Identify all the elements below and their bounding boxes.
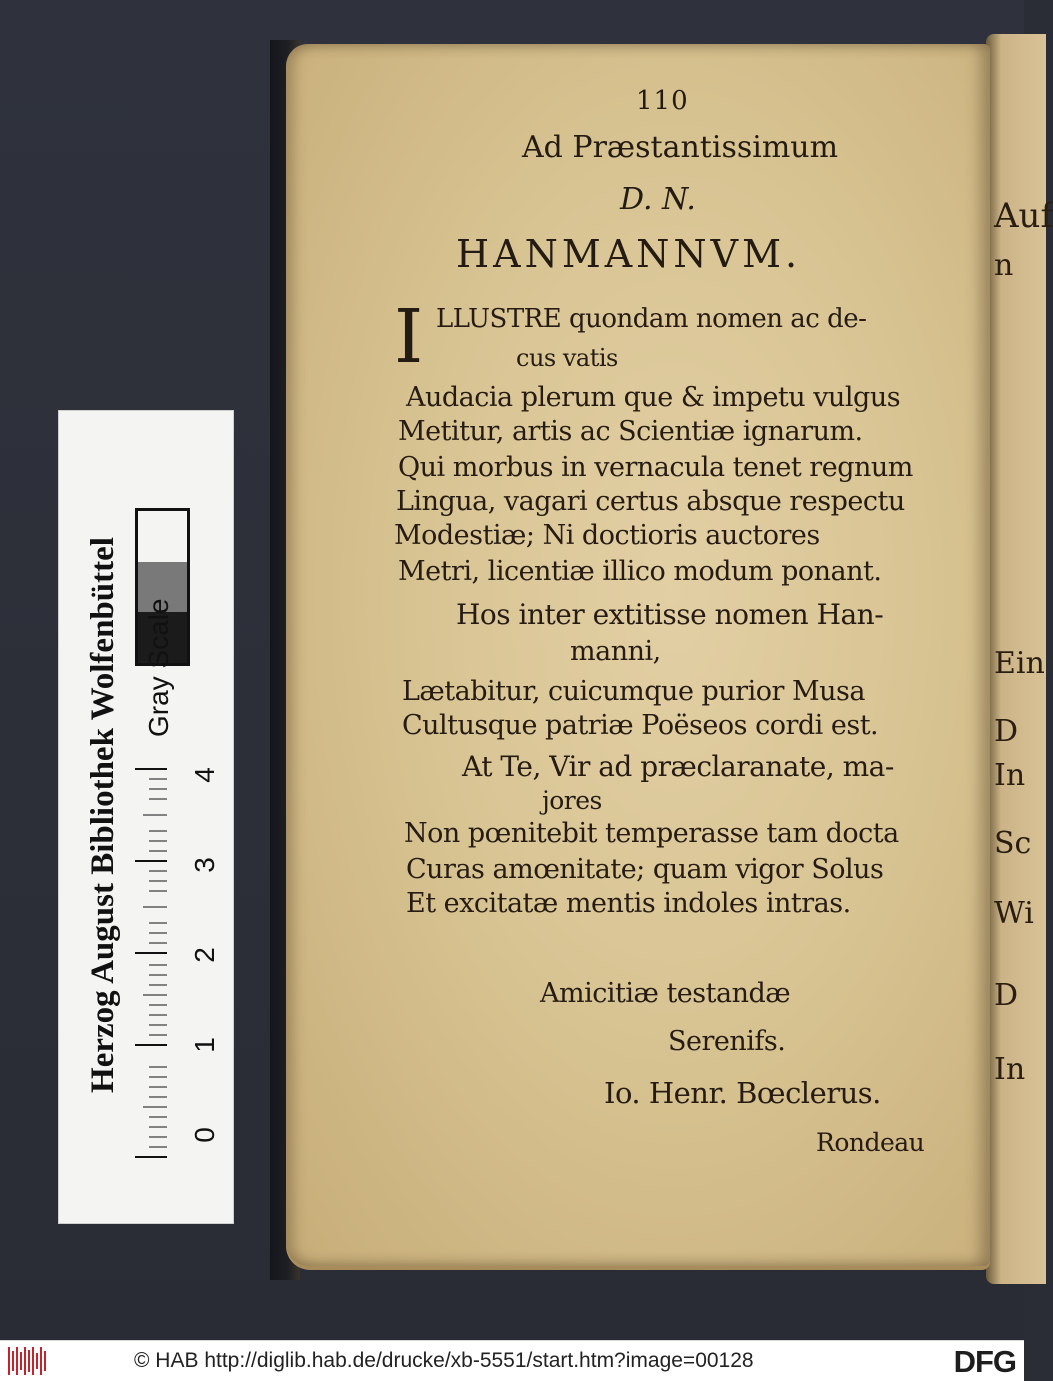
adjacent-fragment: Sc [994,826,1032,861]
poem-line: Metitur, artis ac Scientiæ ignarum. [398,416,863,447]
drop-cap: I [394,294,424,380]
scale-number-2: 2 [188,947,220,963]
heading-dedication: Ad Præstantissimum [522,130,839,165]
color-ruler [58,410,234,1224]
poem-line: Hos inter extitisse nomen Han- [456,598,884,631]
signature-line: Amicitiæ testandæ [540,978,791,1009]
gray-swatch-white [138,511,187,562]
poem-line: Lætabitur, cuicumque purior Musa [402,676,865,707]
scale-number-4: 4 [188,767,220,783]
poem-line: Qui morbus in vernacula tenet regnum [398,452,913,483]
poem-line: jores [542,786,602,815]
hab-logo-icon[interactable] [8,1347,48,1375]
adjacent-fragment: Ein [994,646,1045,681]
heading-initials: D. N. [620,182,696,217]
dfg-logo[interactable]: DFG [953,1344,1016,1379]
adjacent-fragment: Wi [994,896,1034,931]
poem-line: At Te, Vir ad præclaranate, ma- [462,750,894,783]
page-number: 110 [636,86,689,116]
footer-bar [0,1340,1024,1381]
poem-line: LLUSTRE quondam nomen ac de- [436,304,867,334]
poem-line: Modestiæ; Ni doctioris auctores [394,520,820,551]
poem-line: Non pœnitebit temperasse tam docta [404,818,899,849]
adjacent-fragment: Auf [994,196,1053,236]
adjacent-fragment: D [994,978,1019,1013]
poem-line: Et excitatæ mentis indoles intras. [406,888,851,919]
footer-permalink[interactable]: © HAB http://diglib.hab.de/drucke/xb-5551/start.htm?image=00128 [134,1349,754,1372]
poem-line: manni, [570,636,661,667]
catchword: Rondeau [816,1128,925,1157]
adjacent-fragment: In [994,1052,1026,1087]
gray-scale-label: Gray Scale [143,598,174,737]
poem-line: Curas amœnitate; quam vigor Solus [406,854,884,885]
scale-number-0: 0 [188,1127,220,1143]
poem-line: Audacia plerum que & impetu vulgus [406,382,901,413]
poem-line: Metri, licentiæ illico modum ponant. [398,556,882,587]
adjacent-fragment: n [994,248,1014,283]
adjacent-fragment: In [994,758,1026,793]
signature-author: Io. Henr. Bœclerus. [604,1076,881,1110]
poem-line: Lingua, vagari certus absque respectu [396,486,905,517]
ruler-title: Herzog August Bibliothek Wolfenbüttel [85,537,121,1093]
signature-line: Serenifs. [668,1026,786,1057]
scale-number-1: 1 [188,1037,220,1053]
adjacent-fragment: D [994,714,1019,749]
poem-line: cus vatis [516,344,618,372]
ruler-ticks [131,741,191,1161]
scale-number-3: 3 [188,857,220,873]
heading-name: HANMANNVM. [456,232,802,276]
poem-line: Cultusque patriæ Poëseos cordi est. [402,710,879,741]
